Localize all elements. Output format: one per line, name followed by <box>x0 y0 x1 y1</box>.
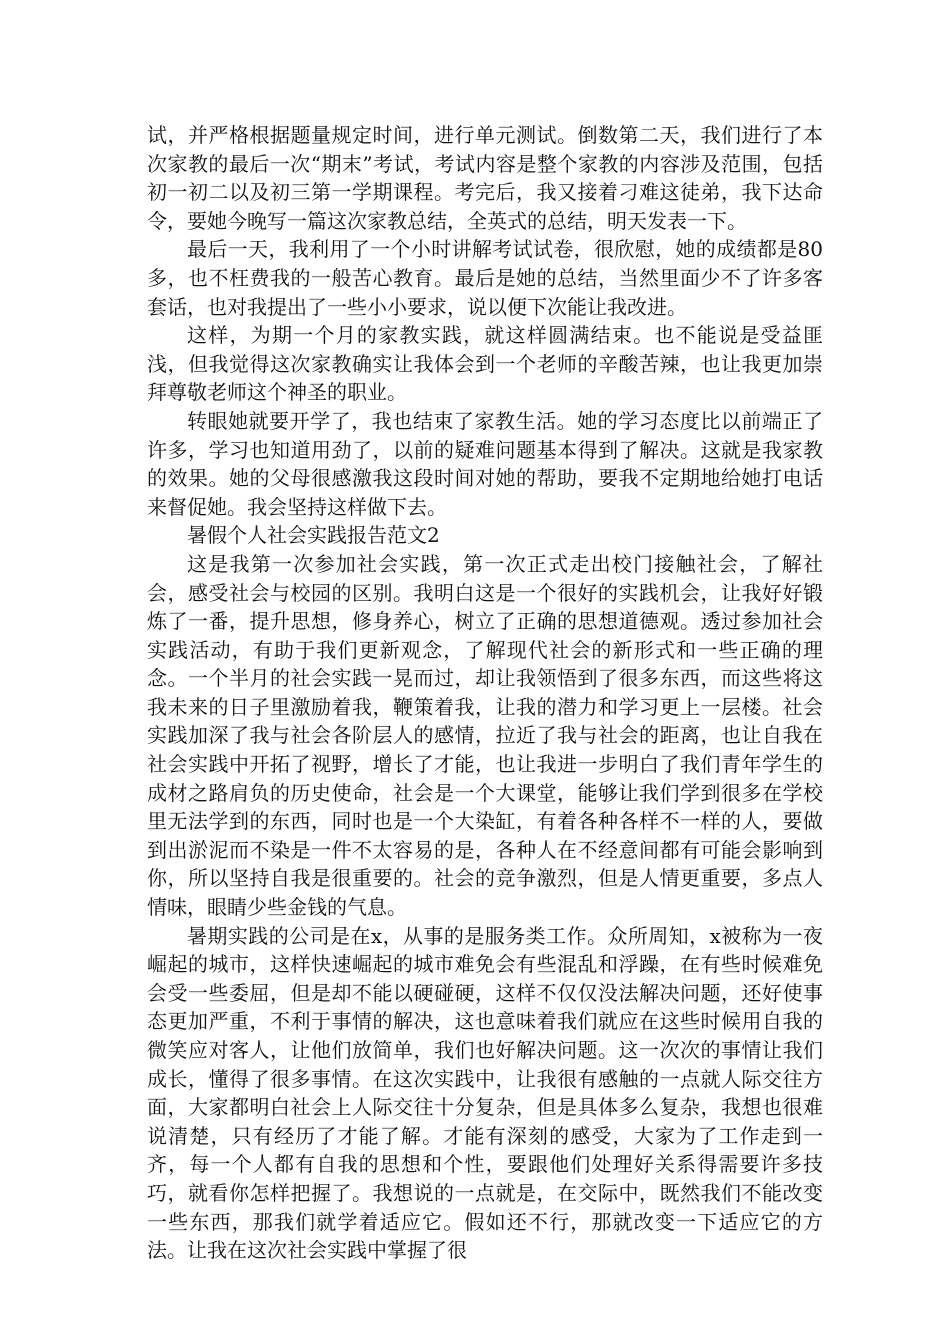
paragraph: 暑期实践的公司是在x，从事的是服务类工作。众所周知，x被称为一夜崛起的城市，这样快速崛起的城市难免会有些混乱和浮躁，在有些时候难免会受一些委屈，但是却不能以硬碰硬，这样不仅仅没法解决问题，还好使事态更加严重，不利于事情的解决，这也意味着我们就应在这些时候用自我的微笑应对客人，让他们放简单，我们也好解决问题。这一次次的事情让我们成长，懂得了很多事情。在这次实践中，让我很有感触的一点就人际交往方面，大家都明白社会上人际交往十分复杂，但是具体多么复杂，我想也很难说清楚，只有经历了才能了解。才能有深刻的感受，大家为了工作走到一齐，每一个人都有自我的思想和个性，要跟他们处理好关系得需要许多技巧，就看你怎样把握了。我想说的一点就是，在交际中，既然我们不能改变一些东西，那我们就学着适应它。假如还不行，那就改变一下适应它的方法。让我在这次社会实践中掌握了很 <box>147 923 823 1263</box>
paragraph: 最后一天，我利用了一个小时讲解考试试卷，很欣慰，她的成绩都是80多，也不枉费我的一般苦心教育。最后是她的总结，当然里面少不了许多客套话，也对我提出了一些小小要求，说以便下次能让我改进。 <box>147 237 823 319</box>
paragraph-continued: 试，并严格根据题量规定时间，进行单元测试。倒数第二天，我们进行了本次家教的最后一次“期末”考试，考试内容是整个家教的内容涉及范围，包括初一初二以及初三第一学期课程。考完后，我又接着刁难这徒弟，我下达命令，要她今晚写一篇这次家教总结，全英式的总结，明天发表一下。 <box>147 123 823 233</box>
document-body <box>147 121 823 1265</box>
section-heading: 暑假个人社会实践报告范文2 <box>187 523 440 548</box>
paragraph: 这样，为期一个月的家教实践，就这样圆满结束。也不能说是受益匪浅，但我觉得这次家教确实让我体会到一个老师的辛酸苦辣，也让我更加崇拜尊敬老师这个神圣的职业。 <box>147 323 823 405</box>
paragraph: 这是我第一次参加社会实践，第一次正式走出校门接触社会，了解社会，感受社会与校园的区别。我明白这是一个很好的实践机会，让我好好锻炼了一番，提升思想，修身养心，树立了正确的思想道德观。透过参加社会实践活动，有助于我们更新观念，了解现代社会的新形式和一些正确的理念。一个半月的社会实践一晃而过，却让我领悟到了很多东西，而这些将这我未来的日子里激励着我，鞭策着我，让我的潜力和学习更上一层楼。社会实践加深了我与社会各阶层人的感情，拉近了我与社会的距离，也让自我在社会实践中开拓了视野，增长了才能，也让我进一步明白了我们青年学生的成材之路肩负的历史使命，社会是一个大课堂，能够让我们学到很多在学校里无法学到的东西，同时也是一个大染缸，有着各种各样不一样的人，要做到出淤泥而不染是一件不太容易的是，各种人在不经意间都有可能会影响到你，所以坚持自我是很重要的。社会的竞争激烈，但是人情更重要，多点人情味，眼睛少些金钱的气息。 <box>147 551 823 920</box>
paragraph: 转眼她就要开学了，我也结束了家教生活。她的学习态度比以前端正了许多，学习也知道用劲了，以前的疑难问题基本得到了解决。这就是我家教的效果。她的父母很感激我这段时间对她的帮助，要我不定期地给她打电话来督促她。我会坚持这样做下去。 <box>147 408 823 519</box>
